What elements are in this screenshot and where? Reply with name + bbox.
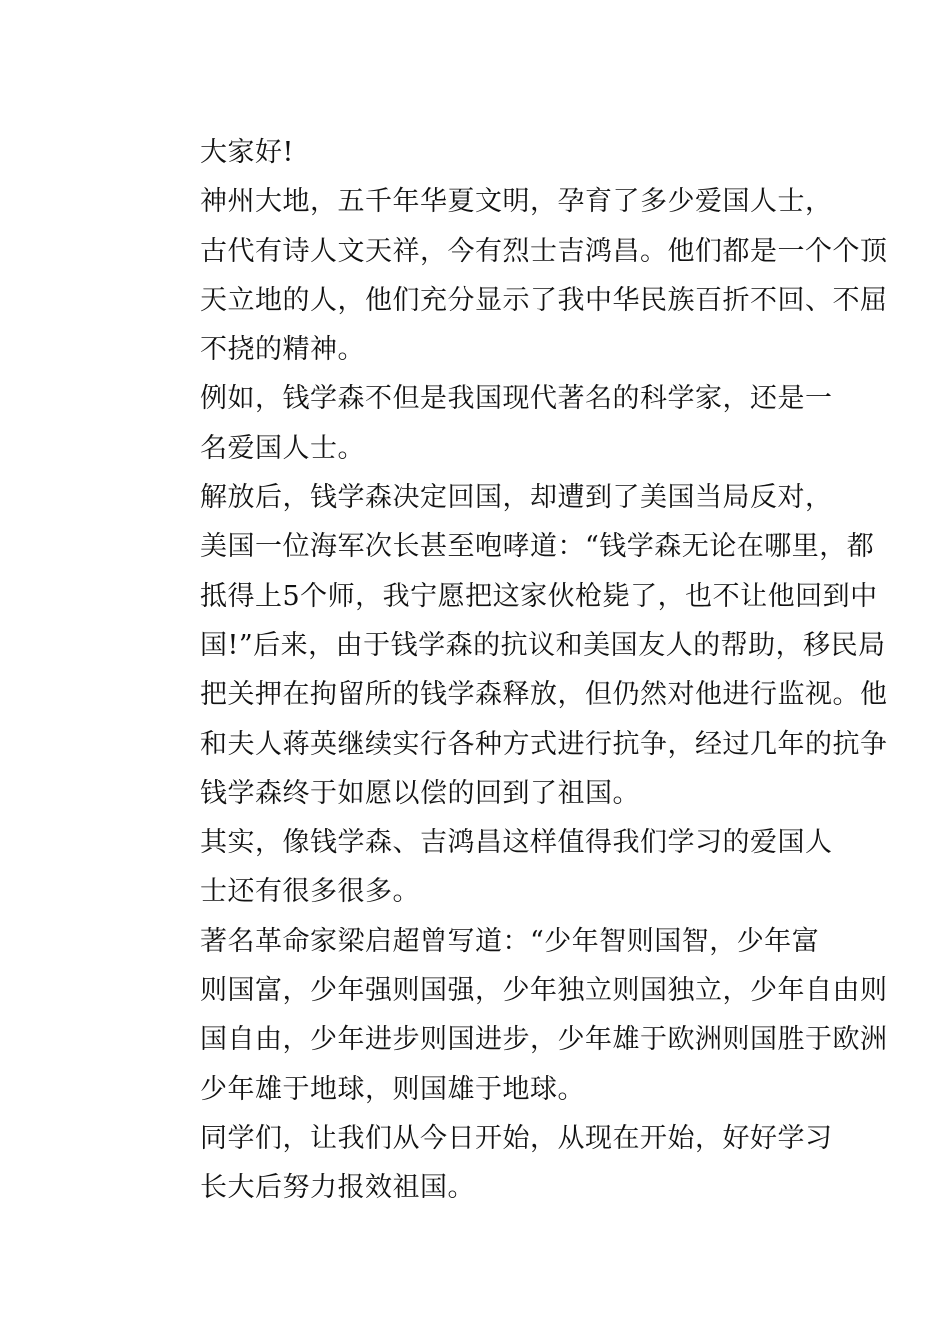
text-line: 天立地的人，他们充分显示了我中华民族百折不回、不屈 bbox=[200, 284, 888, 316]
text-line: 著名革命家梁启超曾写道：“少年智则国智，少年富 bbox=[200, 925, 820, 957]
text-line: 例如，钱学森不但是我国现代著名的科学家，还是一 bbox=[200, 383, 833, 415]
paragraph-many-patriots bbox=[146, 818, 833, 917]
text-line: 国自由，少年进步则国进步，少年雄于欧洲则国胜于欧洲 bbox=[200, 1024, 888, 1056]
paragraph-patriots-intro bbox=[146, 177, 888, 374]
text-line: 其实，像钱学森、吉鸿昌这样值得我们学习的爱国人 bbox=[200, 827, 833, 859]
text-line: 名爱国人士。 bbox=[200, 432, 365, 464]
text-line: 古代有诗人文天祥，今有烈士吉鸿昌。他们都是一个个顶 bbox=[200, 235, 888, 267]
text-line: 不挠的精神。 bbox=[200, 334, 365, 366]
speech-body bbox=[146, 128, 888, 1213]
text-line: 美国一位海军次长甚至咆哮道：“钱学森无论在哪里，都 bbox=[200, 531, 875, 563]
text-line: 则国富，少年强则国强，少年独立则国独立，少年自由则 bbox=[200, 975, 888, 1007]
text-line: 把关押在拘留所的钱学森释放，但仍然对他进行监视。他 bbox=[200, 679, 888, 711]
paragraph-example bbox=[146, 374, 833, 473]
text-line: 国!”后来，由于钱学森的抗议和美国友人的帮助，移民局 bbox=[200, 629, 886, 661]
paragraph-greeting bbox=[146, 128, 806, 177]
text-line: 钱学森终于如愿以偿的回到了祖国。 bbox=[200, 777, 640, 809]
text-line: 少年雄于地球，则国雄于地球。 bbox=[200, 1073, 585, 1105]
paragraph-liang-qichao-quote bbox=[146, 917, 888, 1114]
text-line: 解放后，钱学森决定回国，却遭到了美国当局反对， bbox=[200, 482, 833, 514]
text-line: 长大后努力报效祖国。 bbox=[200, 1172, 475, 1204]
text-line: 抵得上5个师，我宁愿把这家伙枪毙了，也不让他回到中 bbox=[200, 580, 878, 612]
text-line: 和夫人蒋英继续实行各种方式进行抗争，经过几年的抗争 bbox=[200, 728, 888, 760]
text-line: 士还有很多很多。 bbox=[200, 876, 420, 908]
text-line: 神州大地，五千年华夏文明，孕育了多少爱国人士， bbox=[200, 186, 833, 218]
paragraph-closing bbox=[146, 1114, 833, 1213]
text-line: 大家好! bbox=[200, 137, 294, 168]
text-line: 同学们，让我们从今日开始，从现在开始，好好学习 bbox=[200, 1122, 833, 1154]
paragraph-qian-xuesen-story bbox=[146, 473, 888, 818]
